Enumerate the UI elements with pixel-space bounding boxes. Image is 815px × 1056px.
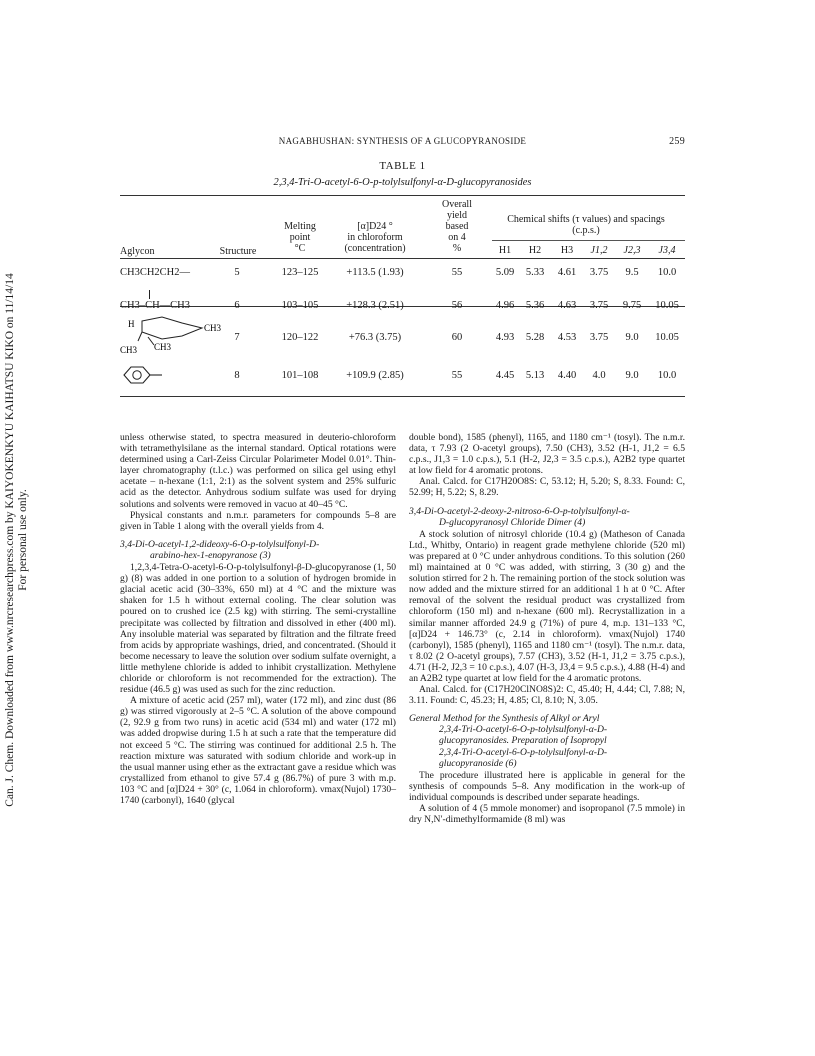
download-notice-line2: For personal use only. xyxy=(17,489,29,591)
header-melting-point xyxy=(270,221,330,254)
right-heading-compound-4 xyxy=(409,506,685,528)
header-yield-l3: based xyxy=(445,221,469,232)
table-top-rule xyxy=(120,195,685,196)
menthyl-structure xyxy=(118,315,222,357)
row1-aglycon: CH3CH2CH2— xyxy=(120,267,191,278)
row3-j23: 9.0 xyxy=(625,332,639,343)
header-rotation-l3: (concentration) xyxy=(344,243,406,254)
table-title: TABLE 1 xyxy=(379,160,426,172)
row1-j34: 10.0 xyxy=(657,267,677,278)
header-melting-l1: Melting xyxy=(284,221,316,232)
header-chemical-shifts xyxy=(486,214,686,236)
right-heading1-l1: 3,4-Di-O-acetyl-2-deoxy-2-nitroso-6-O-p-tolylsulfonyl-α- xyxy=(409,505,630,517)
menthyl-ch3-b: CH3 xyxy=(120,345,138,355)
page-number: 259 xyxy=(669,136,685,147)
row4-yield: 55 xyxy=(451,370,463,381)
row3-h2: 5.28 xyxy=(525,332,545,343)
header-h2: H2 xyxy=(528,245,542,256)
header-aglycon: Aglycon xyxy=(120,246,155,257)
left-para-2: Physical constants and n.m.r. parameters for compounds 5–8 are given in Table 1 along with the overall yields from 4. xyxy=(120,509,396,532)
row3-j12: 3.75 xyxy=(589,332,609,343)
right-heading2-l1: General Method for the Synthesis of Alkyl or Aryl xyxy=(409,713,600,725)
header-h3: H3 xyxy=(560,245,574,256)
running-header xyxy=(120,136,685,150)
row1-h1: 5.09 xyxy=(495,267,515,278)
right-column xyxy=(409,432,685,825)
header-rotation xyxy=(330,221,420,254)
row2-mp: 103–105 xyxy=(281,300,319,311)
running-head: NAGABHUSHAN: SYNTHESIS OF A GLUCOPYRANOSIDE xyxy=(278,136,527,146)
row3-yield: 60 xyxy=(451,332,463,343)
left-heading-compound-3 xyxy=(120,539,396,561)
right-para-1: double bond), 1585 (phenyl), 1165, and 1180 cm⁻¹ (tosyl). The n.m.r. data, τ 7.93 (2 O-acetyl groups), 7.50 (CH3), 3.52 (H-1, J1,2 = 6.5 c.p.s., J1,3 = 1.0 c.p.s.), 5.1 (H-2, J2,3 = 3.5 c.p.s.), A2B2 type quartet at low field for 4 aromatic protons. xyxy=(409,432,685,477)
row1-yield: 55 xyxy=(451,267,463,278)
row2-j12: 3.75 xyxy=(589,300,609,311)
table-end-rule xyxy=(120,396,685,397)
header-j34: J3,4 xyxy=(658,245,676,256)
row2-yield: 56 xyxy=(451,300,463,311)
shift-subheader-rule xyxy=(492,240,685,241)
left-para-3: 1,2,3,4-Tetra-O-acetyl-6-O-p-tolylsulfonyl-β-D-glucopyranose (1, 50 g) (8) was added in one portion to a solution of hydrogen bromide in glacial acetic acid (30–33%, 650 ml) at 4 °C and the mixture was shaken for 1.5 h without external cooling. The clear solution was poured on to crushed ice (2.5 kg) with stirring. The semi-crystalline precipitate was collected by filtration and dissolved in ether (400 ml). Any insoluble material was separated by filtration and the filtrate freed from acids by appropriate washings, dried, and concentrated. (Should it become necessary to leave the solution over sodium sulfate overnight, a little methylene chloride is added to inhibit crystallization. Methylene chloride or chloroform is not recommended for the extraction). The residue (46.5 g) was used as such for the zinc reduction. xyxy=(120,562,396,696)
row3-j34: 10.05 xyxy=(655,332,679,343)
row2-j23: 9.75 xyxy=(622,300,642,311)
row4-j12: 4.0 xyxy=(592,370,606,381)
row2-aglycon: CH3–CH—CH3 xyxy=(120,300,191,311)
row2-j34: 10.05 xyxy=(655,300,679,311)
row4-h1: 4.45 xyxy=(495,370,515,381)
table-header-rule xyxy=(120,258,685,259)
left-para-1: unless otherwise stated, to spectra measured in deuterio-chloroform with tetramethylsilane as the internal standard. Optical rotations were determined using a Carl-Zeiss Circular Polarimeter Model 0.01°. Thin-layer chromatography (t.l.c.) was performed on silica gel using ethyl acetate – n-hexane (1:1, 2:1) as the solvent system and 25% sulfuric acid as the detector. Anhydrous sodium sulfate was used for drying solutions and solvents were removed in vacuo at 40–45 °C. xyxy=(120,432,396,510)
menthyl-ch3-a: CH3 xyxy=(204,323,222,333)
row2-h1: 4.96 xyxy=(495,300,515,311)
row2-h3: 4.63 xyxy=(557,300,577,311)
menthyl-ch3-c: CH3 xyxy=(154,342,172,352)
header-rotation-l1: [α]D24 ° xyxy=(357,221,393,232)
row4-h2: 5.13 xyxy=(525,370,545,381)
row2-branch-bond xyxy=(149,290,150,299)
row4-j34: 10.0 xyxy=(657,370,677,381)
left-para-4: A mixture of acetic acid (257 ml), water (172 ml), and zinc dust (86 g) was stirred vigorously at 2–5 °C. A solution of the above compound (2, 92.9 g from two runs) in acetic acid (534 ml) and water (172 ml) was added dropwise during 1.5 h at such a rate that the temperature did not exceed 5 °C. The stirring was continued for additional 2.5 h. The reaction mixture was saturated with sodium chloride and work-up in the usual manner using ether as the extractant gave a residue which was crystallized from ethanol to give 57.4 g (86.7%) of pure 3 with m.p. 103 °C and [α]D24 + 30° (c, 1.064 in chloroform). νmax(Nujol) 1730–1740 (carbonyl), 1640 (glycal xyxy=(120,695,396,806)
row1-mp: 123–125 xyxy=(281,267,319,278)
row1-j23: 9.5 xyxy=(625,267,639,278)
header-yield xyxy=(432,199,482,254)
right-para-5: The procedure illustrated here is applicable in general for the synthesis of compounds 5–8. Any modification in the work-up of individual compounds is described under separate headings. xyxy=(409,769,685,803)
row1-j12: 3.75 xyxy=(589,267,609,278)
download-notice-line1: Can. J. Chem. Downloaded from www.nrcresearchpress.com by KAIYOKENKYU KAIHATSU KIKO on 11/14/14 xyxy=(4,273,16,807)
right-heading2-l2: 2,3,4-Tri-O-acetyl-6-O-p-tolylsulfonyl-α-D- xyxy=(439,724,608,736)
row3-h1: 4.93 xyxy=(495,332,515,343)
header-shifts-l1: Chemical shifts (τ values) and spacings xyxy=(507,214,665,225)
row4-h3: 4.40 xyxy=(557,370,577,381)
download-sidebar xyxy=(2,150,32,930)
left-heading-l1: 3,4-Di-O-acetyl-1,2-dideoxy-6-O-p-tolylsulfonyl-D- xyxy=(120,538,320,550)
row4-structure: 8 xyxy=(234,370,240,381)
right-heading1-l2: D-glucopyranosyl Chloride Dimer (4) xyxy=(439,516,586,528)
right-para-4: Anal. Calcd. for (C17H20ClNO8S)2: C, 45.40; H, 4.44; Cl, 7.88; N, 3.11. Found: C, 45.23; H, 4.85; Cl, 8.10; N, 3.05. xyxy=(409,684,685,707)
header-rotation-l2: in chloroform xyxy=(347,232,403,243)
right-heading2-l3: glucopyranosides. Preparation of Isopropyl xyxy=(439,735,607,747)
header-j23: J2,3 xyxy=(623,245,641,256)
right-heading2-l4: 2,3,4-Tri-O-acetyl-6-O-p-tolylsulfonyl-α-D- xyxy=(439,746,608,758)
header-yield-l5: % xyxy=(452,243,462,254)
row2-rotation: +128.3 (2.51) xyxy=(346,300,404,311)
left-heading-l2: arabino-hex-1-enopyranose (3) xyxy=(150,549,271,561)
right-para-6: A solution of 4 (5 mmole monomer) and isopropanol (7.5 mmole) in dry N,N′-dimethylformamide (8 ml) was xyxy=(409,803,685,826)
header-melting-l2: point xyxy=(289,232,311,243)
header-h1: H1 xyxy=(498,245,512,256)
row4-mp: 101–108 xyxy=(281,370,319,381)
row2-structure: 6 xyxy=(234,300,240,311)
phenyl-structure xyxy=(118,364,168,386)
table-caption: 2,3,4-Tri-O-acetyl-6-O-p-tolylsulfonyl-α-D-glucopyranosides xyxy=(273,177,532,188)
row1-h3: 4.61 xyxy=(557,267,577,278)
header-j12: J1,2 xyxy=(590,245,608,256)
left-column xyxy=(120,432,396,806)
right-heading2-l5: glucopyranoside (6) xyxy=(439,757,517,769)
row1-rotation: +113.5 (1.93) xyxy=(346,267,404,278)
header-melting-l3: °C xyxy=(294,243,306,254)
right-heading-general-method xyxy=(409,713,685,768)
row1-h2: 5.33 xyxy=(525,267,545,278)
menthyl-h-label: H xyxy=(128,319,135,329)
right-para-2: Anal. Calcd. for C17H20O8S: C, 53.12; H, 5.20; S, 8.33. Found: C, 52.99; H, 5.22; S, 8.29. xyxy=(409,476,685,499)
row2-h2: 5.36 xyxy=(525,300,545,311)
row4-j23: 9.0 xyxy=(625,370,639,381)
row3-mp: 120–122 xyxy=(281,332,319,343)
header-yield-l1: Overall xyxy=(442,199,472,210)
row3-structure: 7 xyxy=(234,332,240,343)
row4-rotation: +109.9 (2.85) xyxy=(346,370,404,381)
row3-rotation: +76.3 (3.75) xyxy=(348,332,402,343)
header-structure: Structure xyxy=(219,246,257,257)
header-yield-l4: on 4 xyxy=(448,232,466,243)
row3-h3: 4.53 xyxy=(557,332,577,343)
header-yield-l2: yield xyxy=(447,210,467,221)
right-para-3: A stock solution of nitrosyl chloride (10.4 g) (Matheson of Canada Ltd., Whitby, Ontario) in reagent grade methylene chloride (520 ml) was prepared at 0 °C under anhydrous conditions. To this solution (260 ml) maintained at 0 °C was added, with stirring, 3 (30 g) and the solution stirred for 2 h. The remaining portion of the stock solution was now added and the mixture stirred for an additional 1 h at 0 °C. After removal of the solvent the residual product was crystallized from chloroform (150 ml) and n-hexane (600 ml). Recrystallization in a similar manner afforded 24.9 g (71%) of pure 4, m.p. 131–133 °C, [α]D24 + 146.73° (c, 2.14 in chloroform). νmax(Nujol) 1740 (carbonyl), 1585 (phenyl), 1165 and 1180 cm⁻¹ (tosyl). The n.m.r. data, τ 8.02 (2 O-acetyl groups), 7.57 (CH3), 3.52 (H-1, J1,2 = 3.75 c.p.s.), 4.71 (H-2, J2,3 = 10 c.p.s.), 4.07 (H-3, J3,4 = 9.5 c.p.s.), 4.88 (H-4) and an A2B2 type quartet at low field for the 4 aromatic protons. xyxy=(409,528,685,684)
download-notice xyxy=(4,273,30,806)
row1-structure: 5 xyxy=(234,267,240,278)
header-shifts-l2: (c.p.s.) xyxy=(572,225,600,236)
